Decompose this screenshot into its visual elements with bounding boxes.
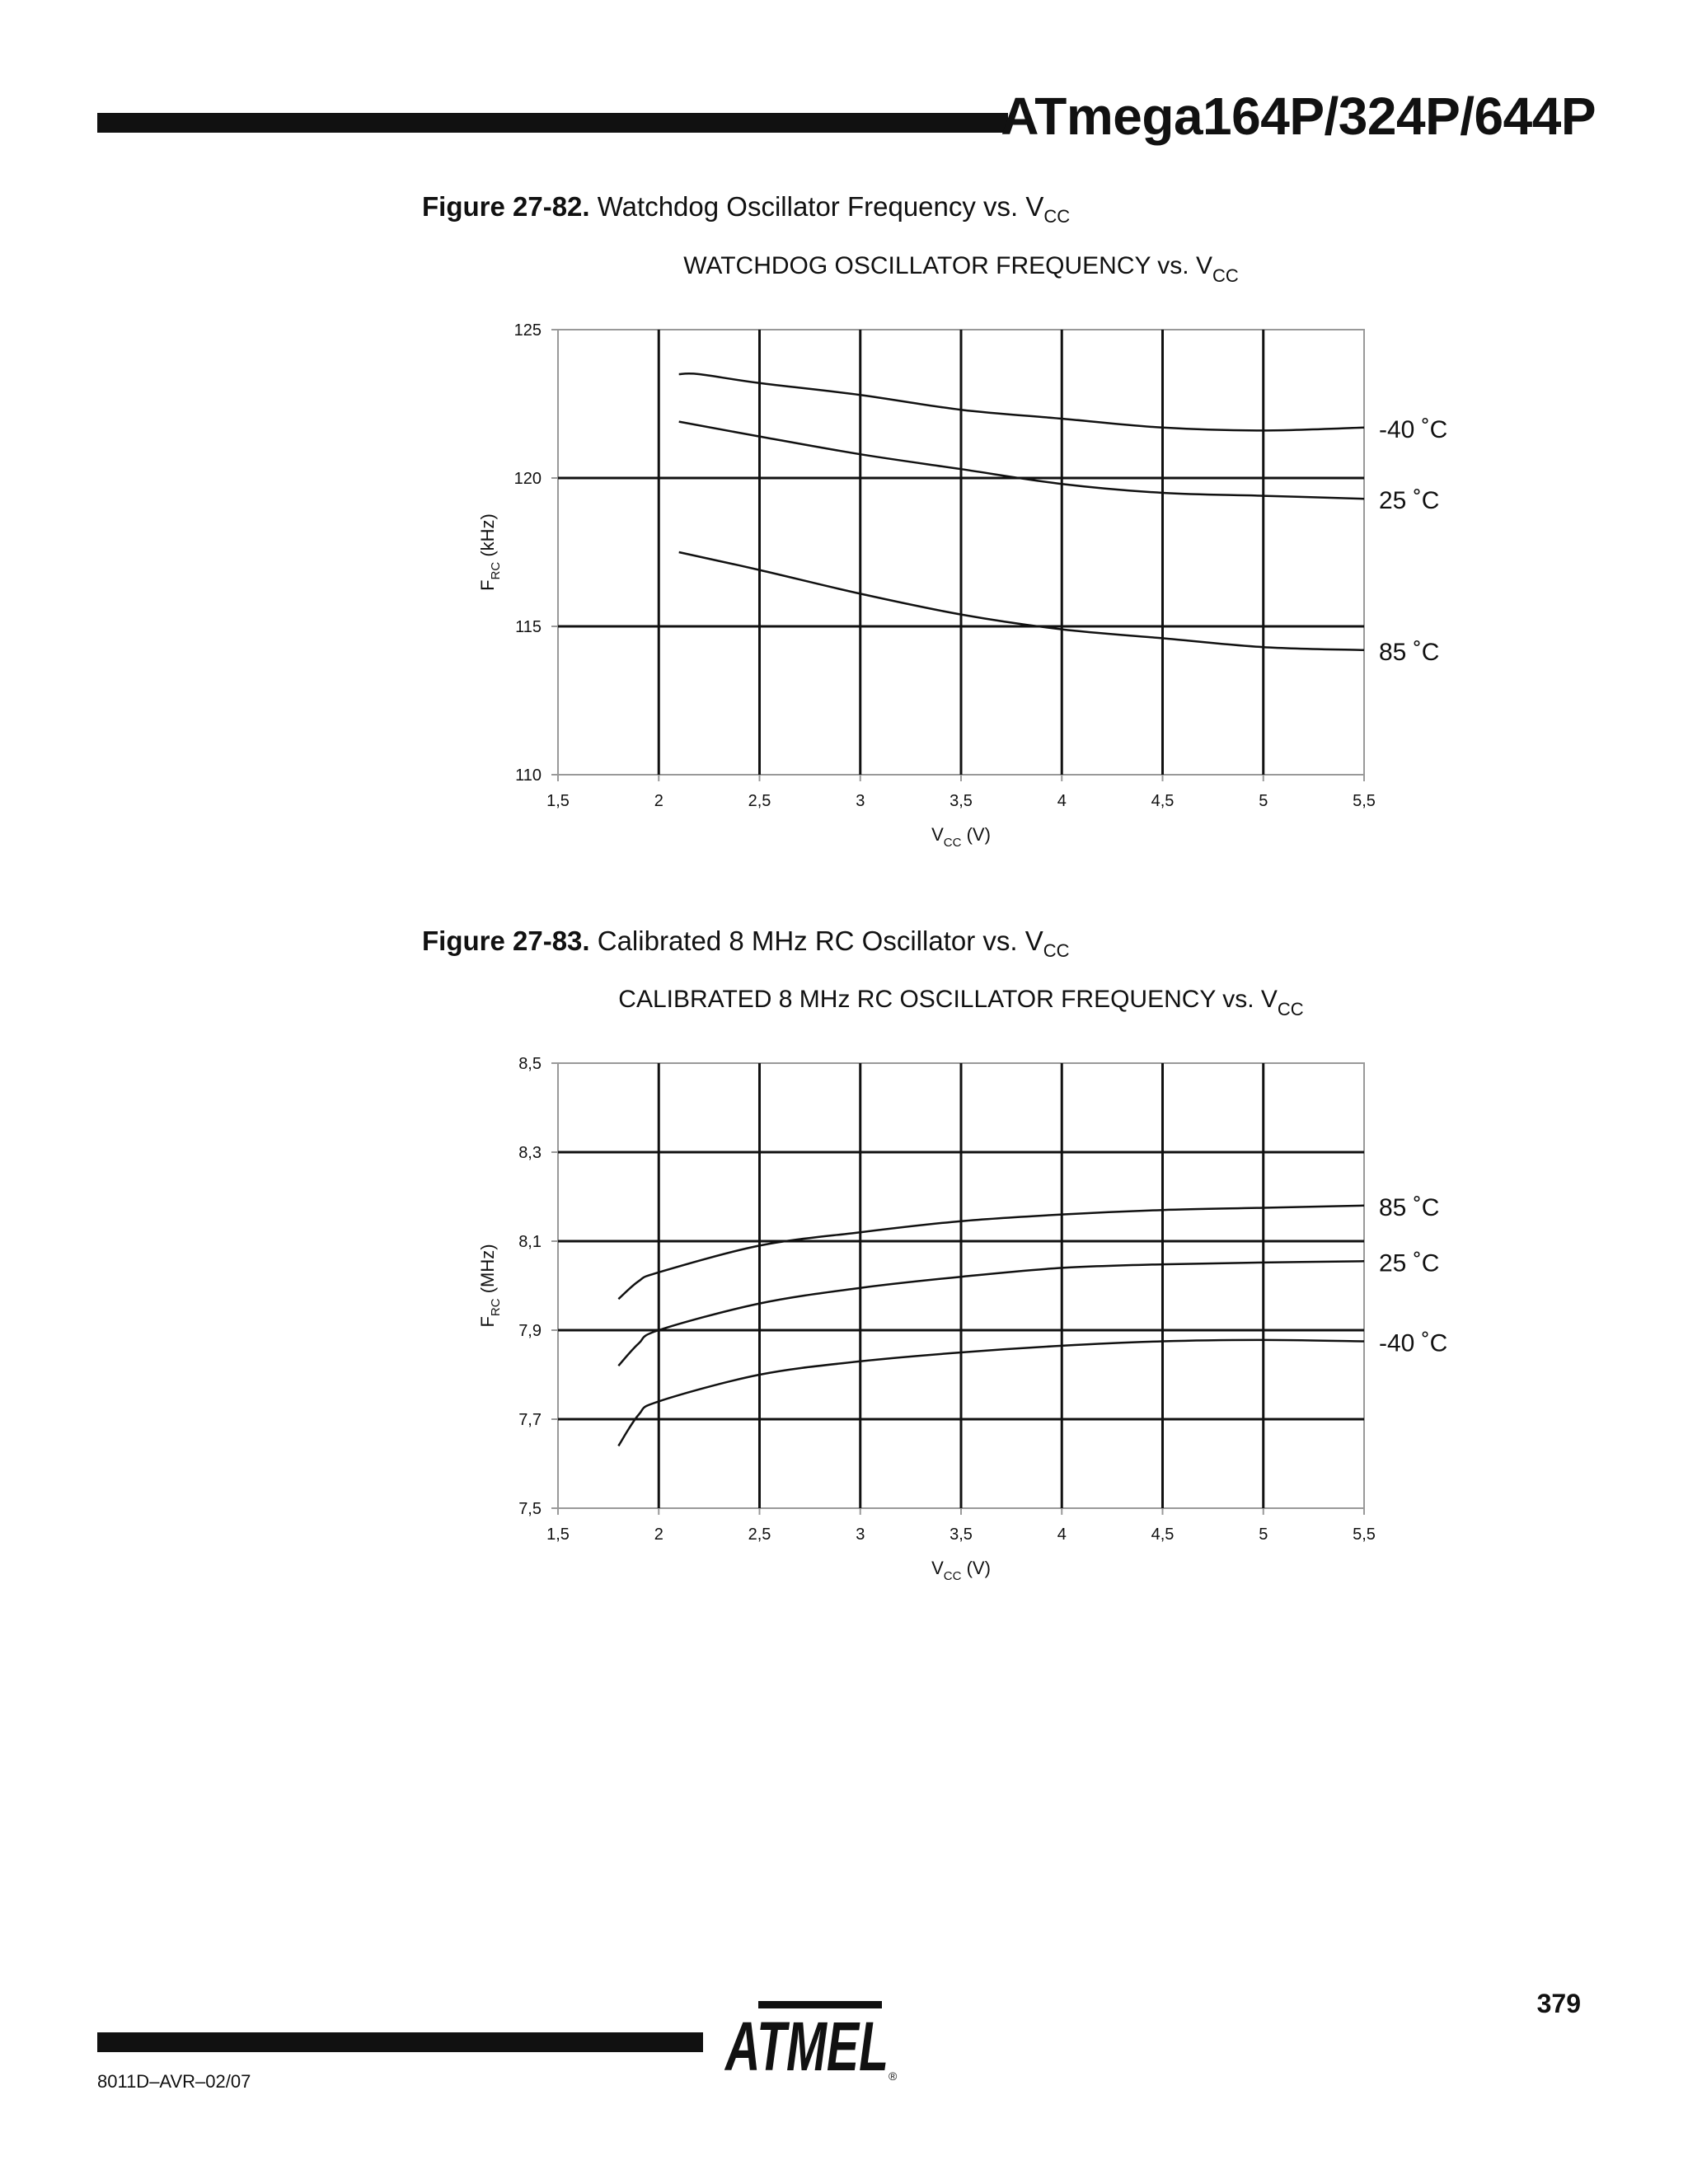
y-tick-label: 8,3 [518,1144,542,1162]
document-number: 8011D–AVR–02/07 [97,2071,251,2092]
figure-caption-text: Watchdog Oscillator Frequency vs. V [597,191,1044,222]
x-tick-label: 3,5 [950,1526,973,1544]
x-tick-label: 2,5 [748,792,771,810]
chart-title-subscript: CC [1277,998,1304,1019]
series-label: 25 ˚C [1379,1249,1440,1277]
series-line [679,552,1364,650]
series-line [679,422,1364,499]
x-tick-label: 2,5 [748,1526,771,1544]
rc-oscillator-frequency-chart [0,956,1688,1615]
x-tick-label: 3 [856,792,865,810]
chart-title-main: WATCHDOG OSCILLATOR FREQUENCY vs. V [683,252,1212,279]
y-axis-label [477,1244,503,1327]
x-axis-label-main: V [931,1558,944,1578]
x-tick-label: 3,5 [950,792,973,810]
series-line [618,1340,1364,1446]
watchdog-frequency-chart [0,223,1688,882]
series-label: 85 ˚C [1379,638,1440,666]
x-tick-label: 3 [856,1526,865,1544]
series-label: 85 ˚C [1379,1193,1440,1221]
x-axis-label-unit: (V) [961,824,991,845]
page-title: ATmega164P/324P/644P [1001,87,1596,146]
x-tick-label: 1,5 [546,792,570,810]
x-tick-label: 2 [654,792,663,810]
x-tick-label: 4 [1057,1526,1067,1544]
chart-title-main: CALIBRATED 8 MHz RC OSCILLATOR FREQUENCY vs. V [618,986,1278,1013]
x-axis-label-main: V [931,824,944,845]
x-tick-label: 1,5 [546,1526,570,1544]
y-axis-label-subscript: RC [488,1298,503,1317]
y-tick-label: 7,5 [518,1500,542,1518]
footer-rule [97,2032,703,2052]
x-tick-label: 5,5 [1353,1526,1376,1544]
x-tick-label: 4,5 [1151,1526,1175,1544]
y-axis-label-unit: (MHz) [477,1244,498,1299]
y-tick-label: 115 [515,618,542,636]
series-label: 25 ˚C [1379,487,1440,515]
logo-wordmark: ATMEL [724,2008,889,2083]
x-tick-label: 4,5 [1151,792,1175,810]
chart-title [618,986,1303,1019]
chart-title-subscript: CC [1212,265,1239,286]
figure-number: Figure 27-82. [422,191,590,222]
page-number: 379 [1536,1989,1581,2018]
x-tick-label: 2 [654,1526,663,1544]
y-tick-label: 125 [513,321,542,340]
series-label: -40 ˚C [1379,1329,1448,1357]
x-tick-label: 5,5 [1353,792,1376,810]
chart-title [683,252,1239,286]
figure-caption-subscript: CC [1043,940,1070,961]
x-axis-label-subscript: CC [943,1568,962,1583]
figure-number: Figure 27-83. [422,926,590,956]
y-tick-label: 120 [513,470,542,488]
series-line [679,373,1364,430]
series-line [618,1206,1364,1299]
atmel-logo [724,2001,905,2083]
x-tick-label: 5 [1259,792,1268,810]
logo-registered-mark: ® [889,2069,898,2083]
x-tick-label: 5 [1259,1526,1268,1544]
y-tick-label: 8,1 [518,1233,542,1251]
x-tick-label: 4 [1057,792,1067,810]
y-axis-label-main: F [477,1316,498,1328]
y-tick-label: 8,5 [518,1055,542,1073]
x-axis-label [931,824,991,850]
header-rule [97,113,1008,133]
y-axis-label-main: F [477,579,498,591]
y-tick-label: 7,9 [518,1322,542,1340]
series-label: -40 ˚C [1379,415,1448,443]
y-tick-label: 110 [515,766,542,785]
y-tick-label: 7,7 [518,1411,542,1429]
x-axis-label [931,1558,991,1583]
y-axis-label-unit: (kHz) [477,513,498,562]
figure-caption-subscript: CC [1043,206,1071,227]
x-axis-label-subscript: CC [943,835,962,850]
x-axis-label-unit: (V) [961,1558,991,1578]
y-axis-label [477,513,503,591]
y-axis-label-subscript: RC [488,561,503,580]
figure-caption-text: Calibrated 8 MHz RC Oscillator vs. V [597,926,1043,956]
